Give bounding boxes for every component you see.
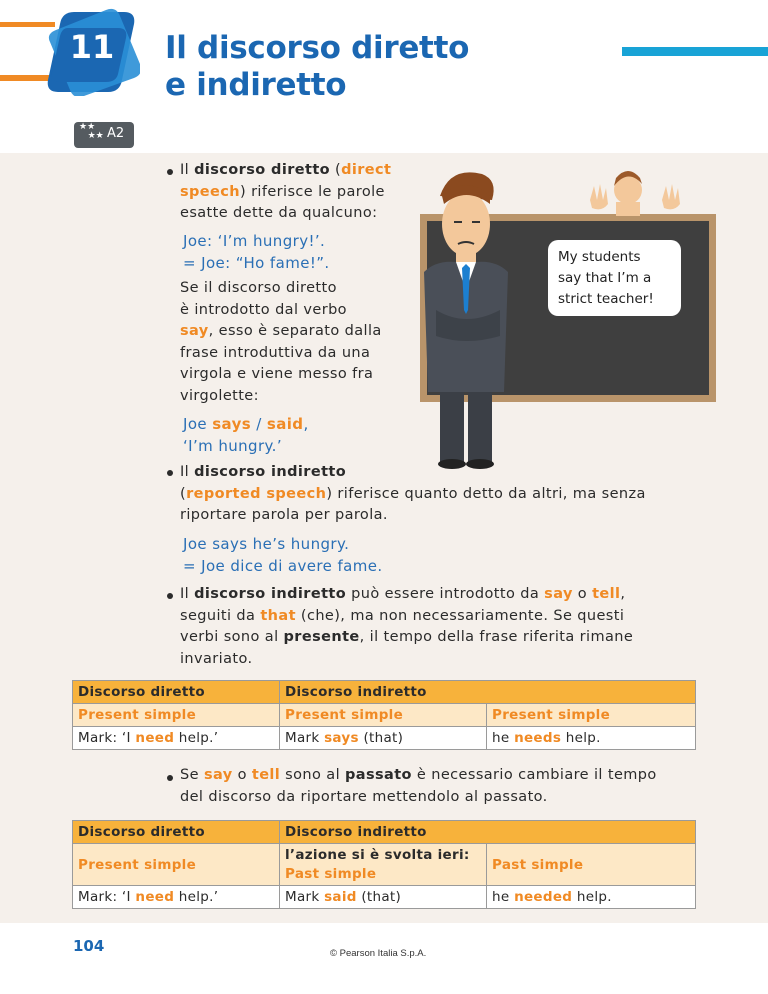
unit-badge	[44, 8, 140, 96]
table-cell: he needed help.	[487, 886, 696, 909]
level-label: A2	[107, 126, 125, 141]
bubble-line: strict teacher!	[558, 291, 654, 307]
table-header: Discorso diretto	[73, 821, 280, 844]
stars-icon: ★★ ★★	[79, 122, 104, 141]
table-cell: Mark: ‘I need help.’	[73, 886, 280, 909]
table-cell: l’azione si è svolta ieri: Past simple	[280, 844, 487, 886]
bubble-line: My students	[558, 249, 641, 265]
bubble-line: say that I’m a	[558, 270, 652, 286]
table-cell: Mark said (that)	[280, 886, 487, 909]
table-header: Discorso diretto	[73, 681, 280, 704]
grammar-table	[72, 680, 696, 750]
bullet-icon	[167, 775, 173, 781]
bullet-icon	[167, 470, 173, 476]
table-cell: Mark: ‘I need help.’	[73, 727, 280, 750]
grammar-table	[72, 820, 696, 909]
table-header: Discorso indiretto	[280, 821, 696, 844]
example: Joe says / said, ‘I’m hungry.’	[183, 415, 309, 455]
level-badge	[74, 122, 134, 148]
paragraph: Se il discorso diretto è introdotto dal verbo say, esso è separato dalla frase introduttiva da una virgola e viene messo fra virgolette:	[180, 280, 382, 404]
paragraph: Il discorso indiretto può essere introdotto da say o tell, seguiti da that (che), ma non necessariamente. Se questi verbi sono al presente, il tempo della frase riferita rimane invariato.	[180, 586, 634, 667]
paragraph: Se say o tell sono al passato è necessario cambiare il tempo del discorso da riportare mettendolo al passato.	[180, 767, 657, 805]
table-header: Discorso indiretto	[280, 681, 696, 704]
page-title	[165, 30, 469, 103]
title-line: Il discorso diretto	[165, 30, 470, 66]
page-number: 104	[73, 937, 105, 955]
bullet-icon	[167, 169, 173, 175]
table-cell: Past simple	[487, 844, 696, 886]
copyright: © Pearson Italia S.p.A.	[330, 948, 427, 959]
table-cell: Mark says (that)	[280, 727, 487, 750]
speech-bubble-text	[558, 247, 654, 310]
example: Joe: ‘I’m hungry!’. = Joe: “Ho fame!”.	[183, 232, 330, 272]
table-cell: Present simple	[73, 704, 280, 727]
table-cell: he needs help.	[487, 727, 696, 750]
table-cell: Present simple	[73, 844, 280, 886]
unit-number: 11	[69, 28, 115, 66]
table-cell: Present simple	[487, 704, 696, 727]
title-line: e indiretto	[165, 66, 347, 103]
speech-bubble	[548, 240, 681, 316]
table-cell: Present simple	[280, 704, 487, 727]
example: Joe says he’s hungry. = Joe dice di avere fame.	[183, 535, 383, 575]
paragraph: Il discorso diretto (direct speech) riferisce le parole esatte dette da qualcuno:	[180, 162, 392, 221]
bullet-icon	[167, 593, 173, 599]
paragraph: Il discorso indiretto (reported speech) riferisce quanto detto da altri, ma senza riportare parola per parola.	[180, 464, 646, 523]
header-accent-bar	[622, 47, 768, 56]
